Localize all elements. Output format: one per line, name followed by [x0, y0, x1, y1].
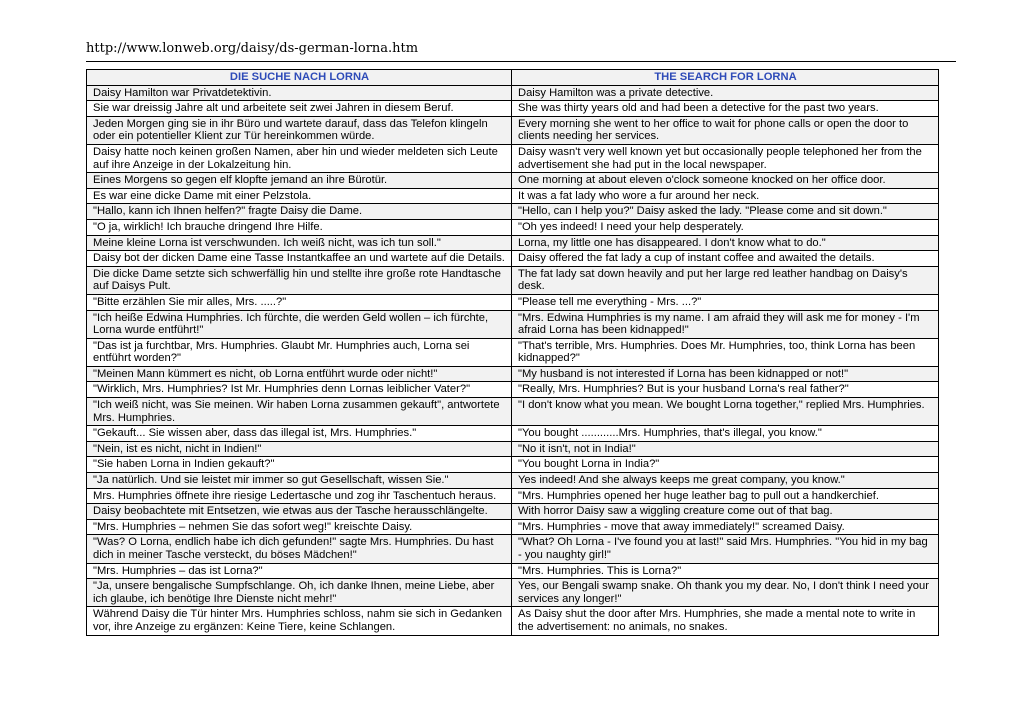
table-row	[87, 457, 939, 473]
table-row	[87, 426, 939, 442]
german-cell: Sie war dreissig Jahre alt und arbeitete seit zwei Jahren in diesem Beruf.	[87, 101, 512, 117]
german-cell: "Sie haben Lorna in Indien gekauft?"	[87, 457, 512, 473]
german-cell: Meine kleine Lorna ist verschwunden. Ich weiß nicht, was ich tun soll."	[87, 235, 512, 251]
english-cell: Lorna, my little one has disappeared. I don't know what to do."	[512, 235, 939, 251]
english-cell: "That's terrible, Mrs. Humphries. Does Mr. Humphries, too, think Lorna has been kidnapped?"	[512, 338, 939, 366]
english-cell: "What? Oh Lorna - I've found you at last!" said Mrs. Humphries. "You hid in my bag - you naughty girl!"	[512, 535, 939, 563]
english-cell: "Please tell me everything - Mrs. ...?"	[512, 294, 939, 310]
english-cell: "No it isn't, not in India!"	[512, 441, 939, 457]
english-cell: Yes indeed! And she always keeps me great company, you know."	[512, 473, 939, 489]
table-row	[87, 382, 939, 398]
bilingual-story-table	[86, 69, 939, 636]
german-cell: "Wirklich, Mrs. Humphries? Ist Mr. Humphries denn Lornas leiblicher Vater?"	[87, 382, 512, 398]
german-cell: "Hallo, kann ich Ihnen helfen?" fragte Daisy die Dame.	[87, 204, 512, 220]
german-cell: Es war eine dicke Dame mit einer Pelzstola.	[87, 188, 512, 204]
german-cell: "Ich weiß nicht, was Sie meinen. Wir haben Lorna zusammen gekauft", antwortete Mrs. Humphries.	[87, 398, 512, 426]
english-cell: Every morning she went to her office to wait for phone calls or open the door to clients needing her services.	[512, 116, 939, 144]
table-row	[87, 579, 939, 607]
german-cell: Mrs. Humphries öffnete ihre riesige Ledertasche und zog ihr Taschentuch heraus.	[87, 488, 512, 504]
german-cell: "Ja, unsere bengalische Sumpfschlange. Oh, ich danke Ihnen, meine Liebe, aber ich glaube, ich benötige Ihre Dienste nicht mehr!"	[87, 579, 512, 607]
table-row	[87, 173, 939, 189]
table-row	[87, 116, 939, 144]
table-row	[87, 473, 939, 489]
german-cell: "Was? O Lorna, endlich habe ich dich gefunden!" sagte Mrs. Humphries. Du hast dich in meiner Tasche versteckt, du böses Mädchen!"	[87, 535, 512, 563]
german-cell: Während Daisy die Tür hinter Mrs. Humphries schloss, nahm sie sich in Gedanken vor, ihre Anzeige zu ergänzen: Keine Tiere, keine Schlangen.	[87, 607, 512, 635]
table-row	[87, 338, 939, 366]
header-rule	[86, 61, 956, 62]
german-cell: "O ja, wirklich! Ich brauche dringend Ihre Hilfe.	[87, 219, 512, 235]
table-row	[87, 188, 939, 204]
english-cell: "My husband is not interested if Lorna has been kidnapped or not!"	[512, 366, 939, 382]
english-cell: One morning at about eleven o'clock someone knocked on her office door.	[512, 173, 939, 189]
german-cell: "Gekauft... Sie wissen aber, dass das illegal ist, Mrs. Humphries."	[87, 426, 512, 442]
table-row	[87, 266, 939, 294]
german-cell: Jeden Morgen ging sie in ihr Büro und wartete darauf, dass das Telefon klingeln oder ein potentieller Klient zur Tür hereinkommen würde.	[87, 116, 512, 144]
table-header-row	[87, 70, 939, 86]
german-cell: Die dicke Dame setzte sich schwerfällig hin und stellte ihre große rote Handtasche auf Daisys Pult.	[87, 266, 512, 294]
german-cell: "Mrs. Humphries – nehmen Sie das sofort weg!" kreischte Daisy.	[87, 519, 512, 535]
english-cell: Yes, our Bengali swamp snake. Oh thank you my dear. No, I don't think I need your services any longer!"	[512, 579, 939, 607]
english-cell: "You bought ............Mrs. Humphries, that's illegal, you know."	[512, 426, 939, 442]
english-cell: Daisy Hamilton was a private detective.	[512, 85, 939, 101]
source-url: http://www.lonweb.org/daisy/ds-german-lorna.htm	[86, 41, 419, 56]
english-cell: "Hello, can I help you?" Daisy asked the lady. "Please come and sit down."	[512, 204, 939, 220]
table-row	[87, 441, 939, 457]
column-header-german: DIE SUCHE NACH LORNA	[87, 70, 512, 86]
table-row	[87, 204, 939, 220]
english-cell: With horror Daisy saw a wiggling creature come out of that bag.	[512, 504, 939, 520]
german-cell: "Mrs. Humphries – das ist Lorna?"	[87, 563, 512, 579]
table-row	[87, 219, 939, 235]
english-cell: The fat lady sat down heavily and put her large red leather handbag on Daisy's desk.	[512, 266, 939, 294]
english-cell: "Mrs. Humphries opened her huge leather bag to pull out a handkerchief.	[512, 488, 939, 504]
english-cell: As Daisy shut the door after Mrs. Humphries, she made a mental note to write in the advertisement: no animals, no snakes.	[512, 607, 939, 635]
table-row	[87, 101, 939, 117]
english-cell: "Mrs. Edwina Humphries is my name. I am afraid they will ask me for money - I'm afraid Lorna has been kidnapped!"	[512, 310, 939, 338]
english-cell: It was a fat lady who wore a fur around her neck.	[512, 188, 939, 204]
table-row	[87, 85, 939, 101]
german-cell: "Das ist ja furchtbar, Mrs. Humphries. Glaubt Mr. Humphries auch, Lorna sei entführt worden?"	[87, 338, 512, 366]
german-cell: "Ja natürlich. Und sie leistet mir immer so gut Gesellschaft, wissen Sie."	[87, 473, 512, 489]
german-cell: Daisy Hamilton war Privatdetektivin.	[87, 85, 512, 101]
table-row	[87, 310, 939, 338]
table-row	[87, 607, 939, 635]
german-cell: "Ich heiße Edwina Humphries. Ich fürchte, die werden Geld wollen – ich fürchte, Lorna wurde entführt!"	[87, 310, 512, 338]
english-cell: "I don't know what you mean. We bought Lorna together," replied Mrs. Humphries.	[512, 398, 939, 426]
table-row	[87, 504, 939, 520]
table-row	[87, 235, 939, 251]
table-row	[87, 519, 939, 535]
german-cell: Daisy beobachtete mit Entsetzen, wie etwas aus der Tasche herausschlängelte.	[87, 504, 512, 520]
german-cell: "Nein, ist es nicht, nicht in Indien!"	[87, 441, 512, 457]
english-cell: Daisy wasn't very well known yet but occasionally people telephoned her from the advertisement she had put in the local newspaper.	[512, 144, 939, 172]
german-cell: "Bitte erzählen Sie mir alles, Mrs. .....?"	[87, 294, 512, 310]
table-row	[87, 251, 939, 267]
table-row	[87, 535, 939, 563]
table-row	[87, 398, 939, 426]
table-row	[87, 366, 939, 382]
english-cell: "Mrs. Humphries. This is Lorna?"	[512, 563, 939, 579]
english-cell: "Really, Mrs. Humphries? But is your husband Lorna's real father?"	[512, 382, 939, 398]
table-row	[87, 488, 939, 504]
table-row	[87, 294, 939, 310]
german-cell: "Meinen Mann kümmert es nicht, ob Lorna entführt wurde oder nicht!"	[87, 366, 512, 382]
table-row	[87, 563, 939, 579]
english-cell: She was thirty years old and had been a detective for the past two years.	[512, 101, 939, 117]
column-header-english: THE SEARCH FOR LORNA	[512, 70, 939, 86]
german-cell: Daisy bot der dicken Dame eine Tasse Instantkaffee an und wartete auf die Details.	[87, 251, 512, 267]
german-cell: Eines Morgens so gegen elf klopfte jemand an ihre Bürotür.	[87, 173, 512, 189]
english-cell: "You bought Lorna in India?"	[512, 457, 939, 473]
german-cell: Daisy hatte noch keinen großen Namen, aber hin und wieder meldeten sich Leute auf ihre Anzeige in der Lokalzeitung hin.	[87, 144, 512, 172]
english-cell: "Oh yes indeed! I need your help desperately.	[512, 219, 939, 235]
english-cell: Daisy offered the fat lady a cup of instant coffee and awaited the details.	[512, 251, 939, 267]
english-cell: "Mrs. Humphries - move that away immediately!" screamed Daisy.	[512, 519, 939, 535]
table-row	[87, 144, 939, 172]
